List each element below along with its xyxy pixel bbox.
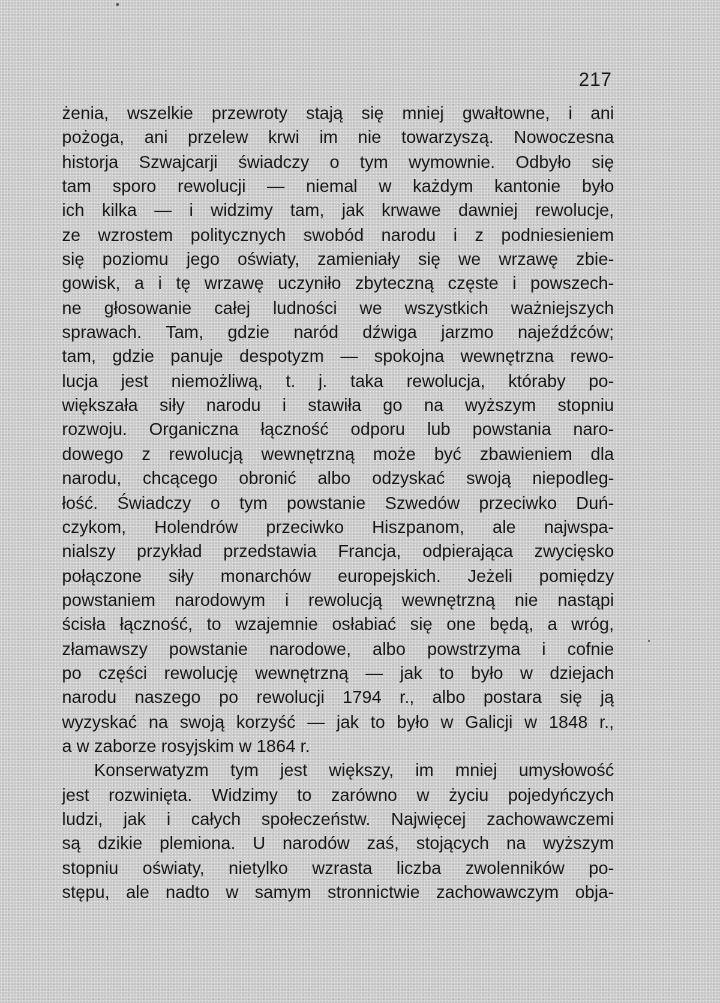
text-line: ścisła łączność, to wzajemnie osłabiać się one będą, a wróg, xyxy=(62,614,614,635)
text-line: jest rozwinięta. Widzimy to zarówno w życiu pojedyńczych xyxy=(62,784,614,805)
text-line: ne głosowanie całej ludności we wszystkich ważniejszych xyxy=(62,297,614,318)
text-line: żenia, wszelkie przewroty stają się mniej gwałtowne, i ani xyxy=(62,103,614,123)
text-line: ze wzrostem politycznych swobód narodu i z podniesieniem xyxy=(62,224,614,245)
text-line: Konserwatyzm tym jest większy, im mniej umysłowość xyxy=(94,760,614,781)
text-line: wyzyskać na swoją korzyść — jak to było w Galicji w 1848 r., xyxy=(62,711,614,732)
scan-speck xyxy=(648,640,650,642)
text-line: powstaniem narodowym i rewolucją wewnętrzną nie nastąpi xyxy=(62,589,614,610)
text-line: rozwoju. Organiczna łączność odporu lub powstania naro- xyxy=(62,419,614,440)
paragraph xyxy=(62,101,614,758)
text-line: tam sporo rewolucji — niemal w każdym kantonie było xyxy=(62,176,614,197)
text-line: stępu, ale nadto w samym stronnictwie zachowawczym obja- xyxy=(62,882,614,902)
text-line: sprawach. Tam, gdzie naród dźwiga jarzmo najeźdźców; xyxy=(62,322,614,343)
text-line: lucja jest niemożliwą, t. j. taka rewolucja, któraby po- xyxy=(62,370,614,391)
paragraph xyxy=(62,758,614,904)
text-line: tam, gdzie panuje despotyzm — spokojna wewnętrzna rewo- xyxy=(62,346,614,367)
text-line: historja Szwajcarji świadczy o tym wymownie. Odbyło się xyxy=(62,151,614,172)
text-line: po części rewolucję wewnętrzną — jak to było w dziejach xyxy=(62,662,614,683)
text-line: ludzi, jak i całych społeczeństw. Najwięcej zachowawczemi xyxy=(62,808,614,829)
text-line: połączone siły monarchów europejskich. Jeżeli pomiędzy xyxy=(62,565,614,586)
text-line: złamawszy powstanie narodowe, albo powstrzyma i cofnie xyxy=(62,638,614,659)
text-line: gowisk, a i tę wrzawę uczyniło zbyteczną częste i powszech- xyxy=(62,273,614,294)
text-line: narodu, chcącego obronić albo odzyskać swoją niepodleg- xyxy=(62,468,614,489)
text-line: czykom, Holendrów przeciwko Hiszpanom, ale najwspa- xyxy=(62,516,614,537)
text-line: nialszy przykład przedstawia Francja, odpierająca zwycięsko xyxy=(62,541,614,562)
scan-speck xyxy=(116,3,119,6)
text-line: pożoga, ani przelew krwi im nie towarzyszą. Nowoczesna xyxy=(62,127,614,148)
text-line: się poziomu jego oświaty, zamieniały się we wrzawę zbie- xyxy=(62,249,614,270)
text-line: większała siły narodu i stawiła go na wyższym stopniu xyxy=(62,395,614,416)
page-number: 217 xyxy=(578,70,612,91)
text-line: ich kilka — i widzimy tam, jak krwawe dawniej rewolucje, xyxy=(62,200,614,221)
text-line: narodu naszego po rewolucji 1794 r., albo postara się ją xyxy=(62,687,614,708)
body-text xyxy=(62,101,614,904)
text-line: dowego z rewolucją wewnętrzną może być zbawieniem dla xyxy=(62,443,614,464)
text-line: są dzikie plemiona. U narodów zaś, stojących na wyższym xyxy=(62,833,614,854)
text-line: łość. Świadczy o tym powstanie Szwedów przeciwko Duń- xyxy=(62,492,614,513)
text-line: stopniu oświaty, nietylko wzrasta liczba zwolenników po- xyxy=(62,857,614,878)
text-line: a w zaborze rosyjskim w 1864 r. xyxy=(62,735,311,756)
